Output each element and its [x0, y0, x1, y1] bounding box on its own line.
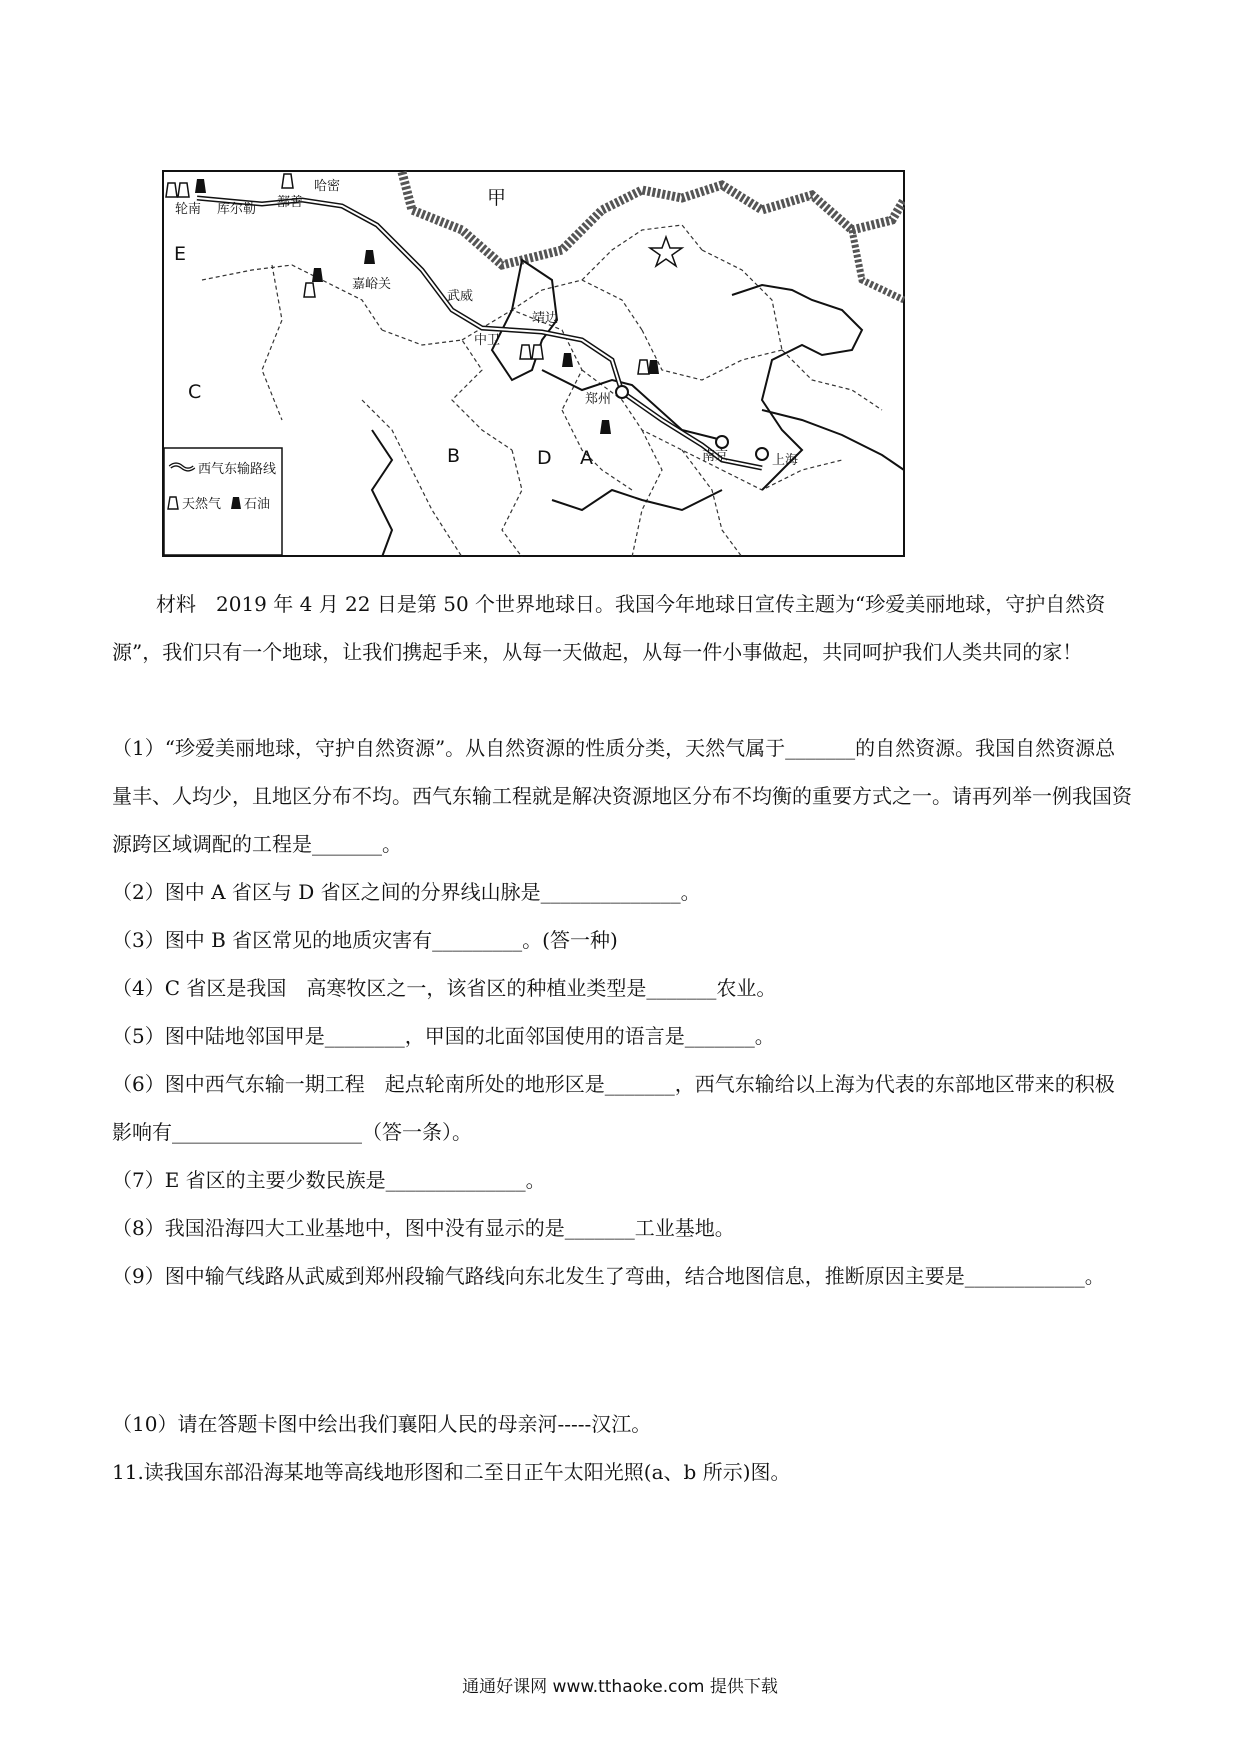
shanghai-node	[756, 448, 768, 460]
question-8: （8）我国沿海四大工业基地中，图中没有显示的是_______工业基地。	[112, 1216, 735, 1240]
legend-oil: 石油	[244, 497, 271, 512]
label-jiayuguan: 嘉峪关	[352, 277, 392, 292]
question-5: （5）图中陆地邻国甲是________，甲国的北面邻国使用的语言是_______。	[112, 1024, 775, 1048]
question-9: （9）图中输气线路从武威到郑州段输气路线向东北发生了弯曲，结合地图信息，推断原因主要是____________。	[112, 1264, 1105, 1288]
label-c: C	[188, 381, 202, 403]
label-kuerle: 库尔勒	[217, 202, 257, 217]
question-6: （6）图中西气东输一期工程 起点轮南所处的地形区是_______，西气东输给以上海为代表的东部地区带来的积极影响有___________________（答一条）。	[112, 1072, 1115, 1144]
question-10: （10）请在答题卡图中绘出我们襄阳人民的母亲河-----汉江。	[112, 1412, 652, 1436]
zhengzhou-node	[616, 386, 628, 398]
label-lunnan: 轮南	[175, 202, 202, 217]
label-shanshan: 鄯善	[277, 195, 304, 210]
label-nanjing: 南京	[702, 449, 729, 464]
gas-icon	[532, 345, 543, 359]
gas-icon	[304, 283, 315, 297]
gas-legend-icon	[168, 497, 178, 509]
question-7: （7）E 省区的主要少数民族是______________。	[112, 1168, 546, 1192]
label-zhongwei: 中卫	[474, 333, 501, 348]
legend-gas: 天然气	[182, 497, 222, 512]
gas-icon	[282, 174, 293, 188]
label-shanghai: 上海	[772, 453, 799, 468]
question-2: （2）图中 A 省区与 D 省区之间的分界线山脉是______________。	[112, 880, 701, 904]
map-legend	[164, 448, 282, 555]
label-jia: 甲	[487, 187, 507, 209]
gas-icon	[520, 345, 531, 359]
label-d: D	[537, 447, 552, 469]
label-b: B	[447, 445, 461, 467]
map-figure	[162, 170, 905, 557]
nanjing-node	[716, 436, 728, 448]
label-wuwei: 武威	[447, 289, 474, 304]
west-east-gas-pipeline-map	[162, 170, 905, 557]
question-4: （4）C 省区是我国 高寒牧区之一，该省区的种植业类型是_______农业。	[112, 976, 777, 1000]
label-jingbian: 靖边	[532, 311, 559, 326]
material-paragraph: 材料 2019 年 4 月 22 日是第 50 个世界地球日。我国今年地球日宣传主题为“珍爱美丽地球，守护自然资源”，我们只有一个地球，让我们携起手来，从每一天做起，从每一件小事做起，共同呵护我们人类共同的家！	[112, 592, 1106, 664]
label-hami: 哈密	[314, 179, 341, 194]
legend-pipeline: 西气东输路线	[198, 462, 277, 477]
question-1: （1）“珍爱美丽地球，守护自然资源”。从自然资源的性质分类，天然气属于_______的自然资源。我国自然资源总量丰、人均少，且地区分布不均。西气东输工程就是解决资源地区分布不均衡的重要方式之一。请再列举一例我国资源跨区域调配的工程是_______。	[112, 736, 1132, 856]
question-3: （3）图中 B 省区常见的地质灾害有_________。(答一种)	[112, 928, 618, 952]
gas-icon	[178, 183, 189, 197]
label-e: E	[174, 243, 187, 265]
label-a: A	[580, 447, 593, 469]
gas-icon	[166, 183, 177, 197]
question-11-heading: 11.读我国东部沿海某地等高线地形图和二至日正午太阳光照(a、b 所示)图。	[112, 1460, 791, 1484]
label-zhengzhou: 郑州	[585, 392, 612, 407]
gas-icon	[638, 360, 649, 374]
page-footer: 通通好课网 www.tthaoke.com 提供下载	[462, 1677, 778, 1697]
